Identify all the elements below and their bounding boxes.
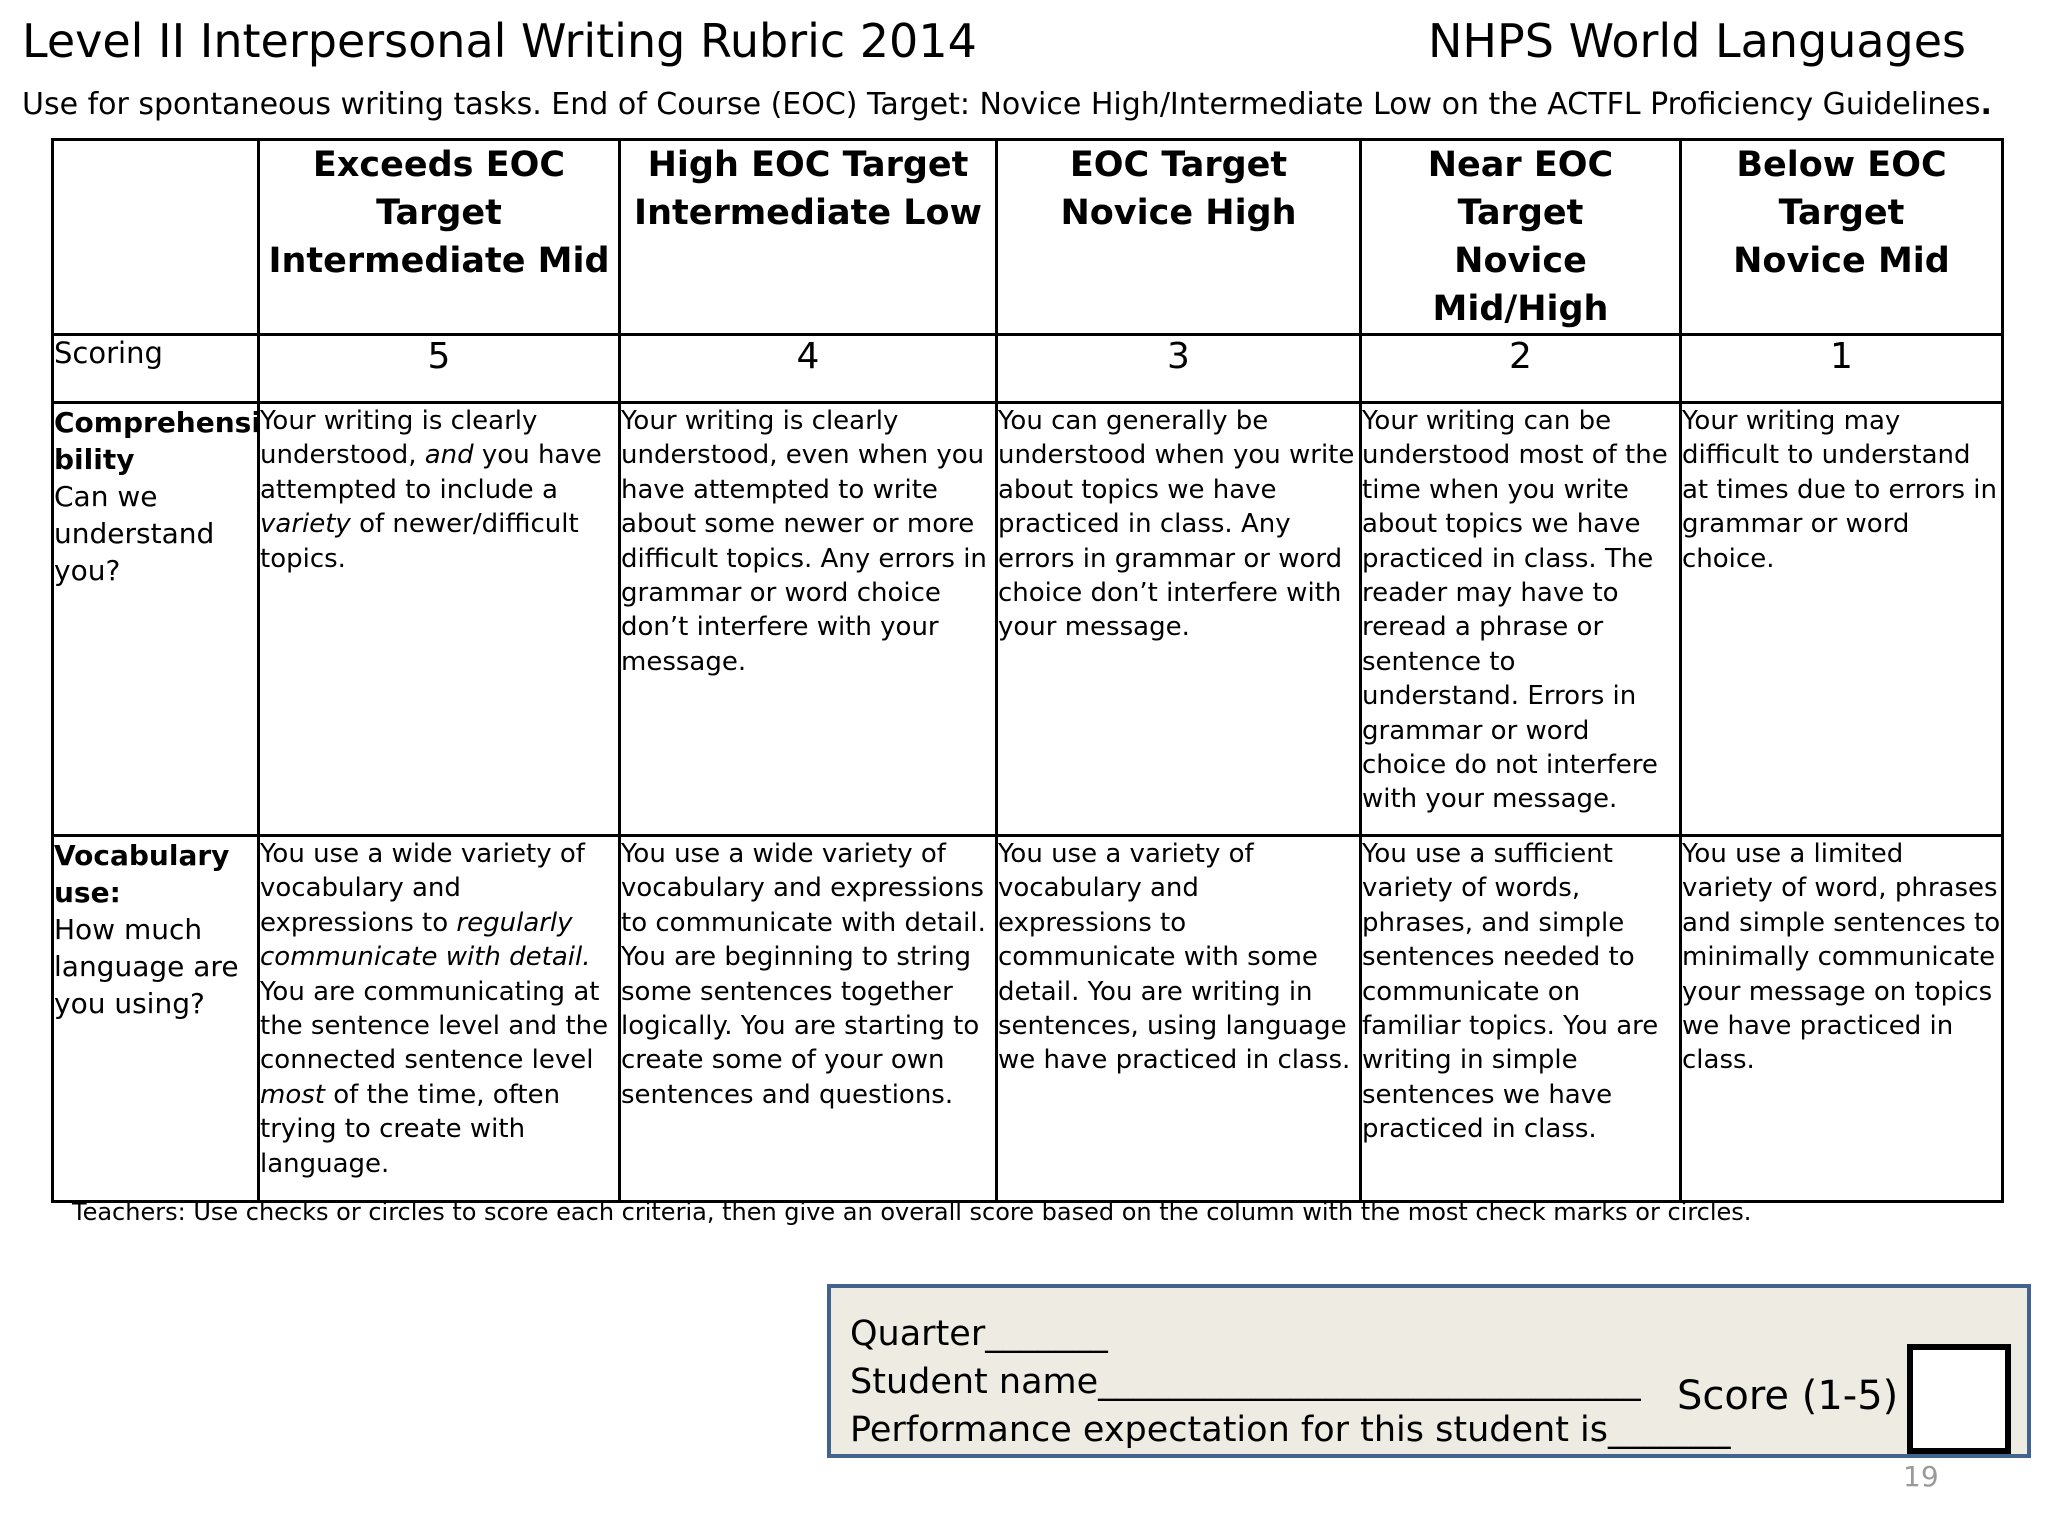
page-title: Level II Interpersonal Writing Rubric 2014 (22, 14, 977, 68)
level-header-2: Near EOC Target Novice Mid/High (1361, 140, 1681, 335)
scoring-label: Scoring (53, 335, 259, 403)
score-value: 5 (259, 335, 620, 403)
criterion-comprehensibility (53, 403, 259, 836)
descriptor-cell: You use a limited variety of word, phrases and simple sentences to minimally communicate your message on topics we have practiced in class. (1681, 836, 2003, 1202)
descriptor-cell: Your writing is clearly understood, and you have attempted to include a variety of newer/difficult topics. (259, 403, 620, 836)
descriptor-cell: You use a sufficient variety of words, phrases, and simple sentences needed to communicate on familiar topics. You are writing in simple sentences we have practiced in class. (1361, 836, 1681, 1202)
descriptor-cell: You use a wide variety of vocabulary and expressions to communicate with detail. You are beginning to string some sentences together logically. You are starting to create some of your own sentences and questions. (620, 836, 997, 1202)
score-value: 3 (997, 335, 1361, 403)
descriptor-cell: You can generally be understood when you write about topics we have practiced in class. Any errors in grammar or word choice don’t interfere with your message. (997, 403, 1361, 836)
subtitle (22, 84, 1992, 126)
level-header-5: Exceeds EOC Target Intermediate Mid (259, 140, 620, 335)
descriptor-cell: Your writing can be understood most of the time when you write about topics we have practiced in class. The reader may have to reread a phrase or sentence to understand. Errors in grammar or word choice do not interfere with your message. (1361, 403, 1681, 836)
descriptor-cell: You use a variety of vocabulary and expressions to communicate with some detail. You are writing in sentences, using language we have practiced in class. (997, 836, 1361, 1202)
score-value: 4 (620, 335, 997, 403)
student-info-box (827, 1284, 2031, 1493)
rubric-table (51, 138, 2004, 1203)
teacher-instructions: Teachers: Use checks or circles to score each criteria, then give an overall score based on the column with the most check marks or circles. (72, 1198, 1752, 1226)
header-blank-cell (53, 140, 259, 335)
score-label: Score (1-5) (1677, 1373, 1899, 1419)
criterion-name: Comprehensi bility (54, 406, 261, 476)
descriptor-cell: Your writing is clearly understood, even when you have attempted to write about some newer or more difficult topics. Any errors in grammar or word choice don’t interfere with your message. (620, 403, 997, 836)
comprehensibility-row (53, 403, 2003, 836)
criterion-vocabulary (53, 836, 259, 1202)
student-name-field[interactable]: Student name_______________________________ (850, 1362, 1641, 1402)
quarter-field[interactable]: Quarter_______ (850, 1314, 1108, 1354)
page-number: 19 (1903, 1460, 1939, 1493)
score-input-box[interactable] (1907, 1344, 2011, 1454)
performance-expectation-field[interactable]: Performance expectation for this student is_______ (850, 1410, 1731, 1450)
descriptor-cell: You use a wide variety of vocabulary and expressions to regularly communicate with detail. You are communicating at the sentence level and the connected sentence level most of the time, often trying to create with language. (259, 836, 620, 1202)
subtitle-text: Use for spontaneous writing tasks. End of Course (EOC) Target: Novice High/Intermediate Low on the ACTFL Proficiency Guidelines (22, 87, 1981, 122)
criterion-name: Vocabulary use: (54, 839, 230, 909)
level-header-3: EOC Target Novice High (997, 140, 1361, 335)
criterion-question: How much language are you using? (54, 913, 239, 1020)
organization-name: NHPS World Languages (1428, 14, 1966, 68)
vocabulary-row (53, 836, 2003, 1202)
criterion-question: Can we understand you? (54, 480, 215, 587)
level-header-1: Below EOC Target Novice Mid (1681, 140, 2003, 335)
descriptor-cell: Your writing may difficult to understand at times due to errors in grammar or word choice. (1681, 403, 2003, 836)
level-header-4: High EOC Target Intermediate Low (620, 140, 997, 335)
level-header-row (53, 140, 2003, 335)
score-value: 2 (1361, 335, 1681, 403)
scoring-row (53, 335, 2003, 403)
score-value: 1 (1681, 335, 2003, 403)
subtitle-period: . (1980, 87, 1992, 122)
